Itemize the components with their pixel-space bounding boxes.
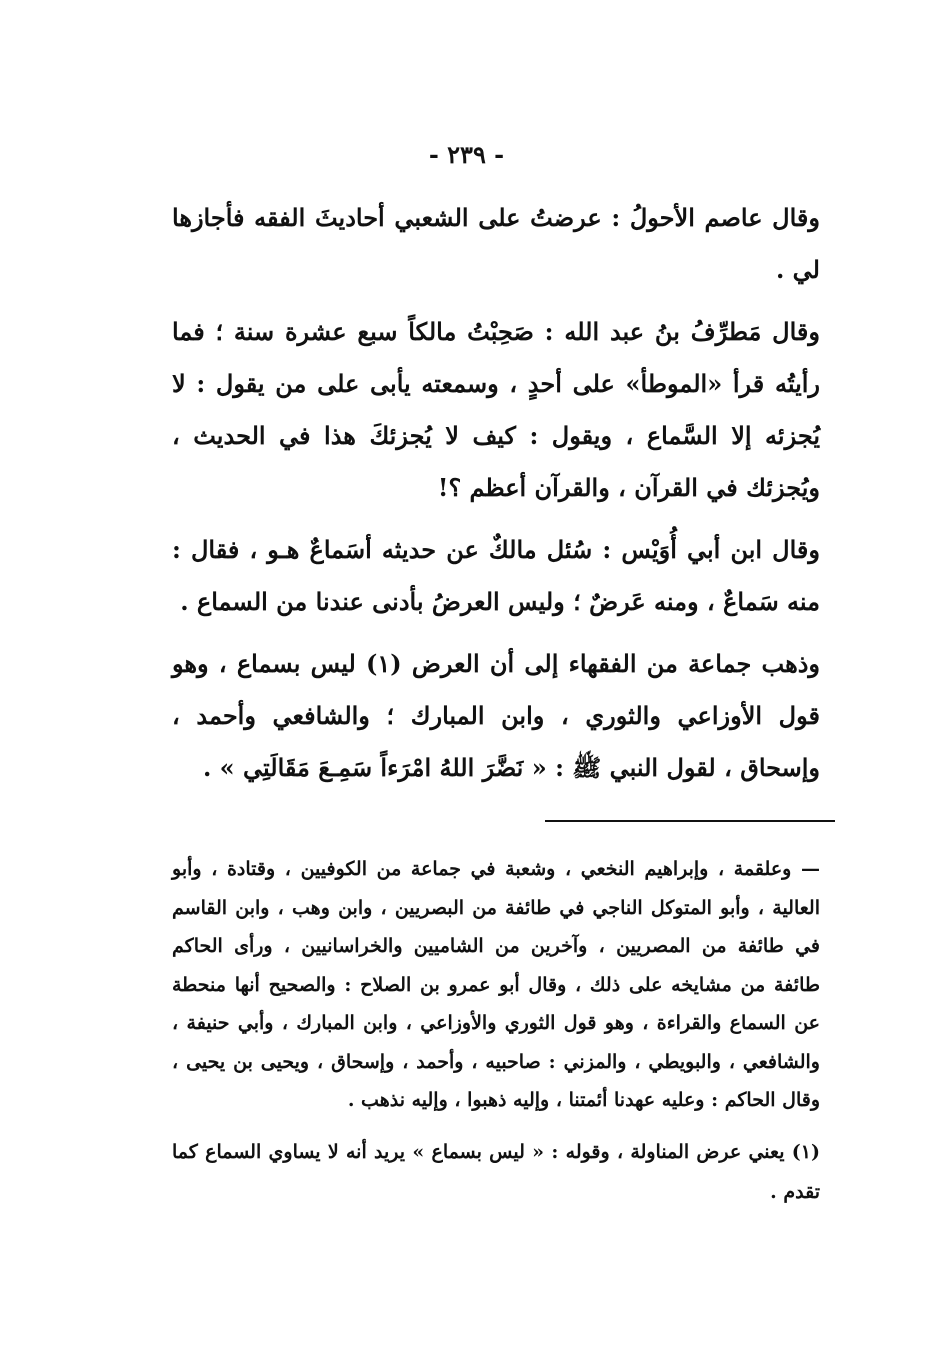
footnote-continuation: — وعلقمة ، وإبراهيم النخعي ، وشعبة في جماعة من الكوفيين ، وقتادة ، وأبو العالية ، وأبو المتوكل الناجي في طائفة من البصريين ، وابن وهب ، وابن القاسم في طائفة من المصريين ، وآخرين من الشاميين والخراسانيين ، ورأى الحاكم طائفة من مشايخه على ذلك ، وقال أبو عمرو بن الصلاح : والصحيح أنها منحطة عن السماع والقراءة ، وهو قول الثوري والأوزاعي ، وابن المبارك ، وأبي حنيفة ، والشافعي ، والبويطي ، والمزني : صاحبيه ، وأحمد ، وإسحاق ، ويحيى بن يحيى ، وقال الحاكم : وعليه عهدنا أئمتنا ، وإليه ذهبوا ، وإليه نذهب . xyxy=(172,858,820,1111)
paragraph-mutarrif: وقال مَطرِّفُ بنُ عبد الله : صَحِبْتُ مالكاً سبع عشرة سنة ؛ فما رأيتُه قرأ «الموطأ» على أحدٍ ، وسمعته يأبى على من يقول : لا يُجزئه إلا السَّماع ، ويقول : كيف لا يُجزئكَ هذا في الحديث ، ويُجزئك في القرآن ، والقرآن أعظم ؟! xyxy=(172,317,820,502)
paragraph-jamaa-fuqaha: وذهب جماعة من الفقهاء إلى أن العرض (١) ليس بسماع ، وهو قول الأوزاعي والثوري ، وابن المبارك ؛ والشافعي وأحمد ، وإسحاق ، لقول النبي ﷺ : « نَضَّرَ اللهُ امْرَءاً سَمِـعَ مَقَالَتِي » . xyxy=(172,649,820,782)
paragraph-ibn-abi-uways: وقال ابن أبي أُوَيْس : سُئل مالكٌ عن حديثه أسَماعٌ هـو ، فقال : منه سَماعٌ ، ومنه عَرضٌ ؛ وليس العرضُ بأدنى عندنا من السماع . xyxy=(172,535,820,616)
footnote-1: (١) يعني عرض المناولة ، وقوله : « ليس بسماع » يريد أنه لا يساوي السماع كما تقدم . xyxy=(172,1140,820,1203)
main-text xyxy=(172,192,820,804)
paragraph-asim: وقال عاصم الأحولُ : عرضتُ على الشعبي أحاديثَ الفقه فأجازها لي . xyxy=(172,203,820,284)
footnotes xyxy=(172,850,820,1231)
footnote-divider xyxy=(545,820,835,822)
page-number: - ٢٣٩ - xyxy=(428,140,505,169)
